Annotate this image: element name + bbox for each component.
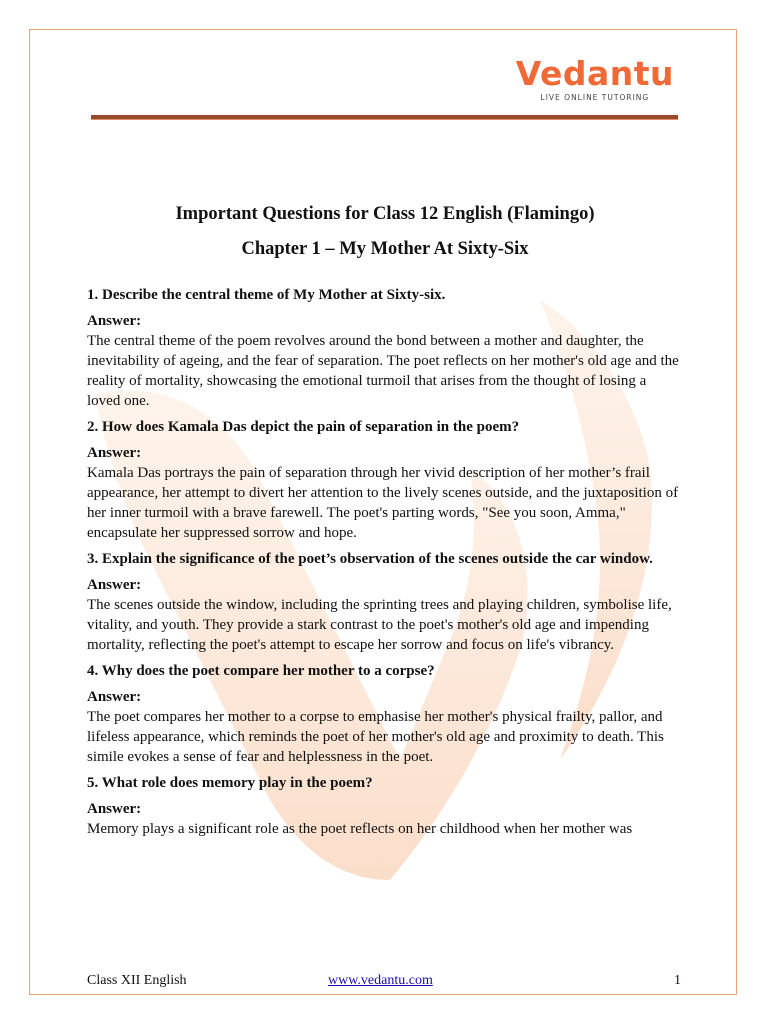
answer-label-5: Answer: [87, 801, 142, 817]
answer-3: The scenes outside the window, including the sprinting trees and playing children, symbolise life, vitality, and youth. They provide a stark contrast to the poet's mother's old age and impending mortality, reflecting the poet's attempt to escape her sorrow and focus on life's vibrancy. [87, 597, 672, 653]
chapter-title: Chapter 1 – My Mother At Sixty-Six [241, 239, 529, 259]
qa-item-4 [87, 661, 683, 767]
question-1: 1. Describe the central theme of My Mother at Sixty-six. [87, 287, 446, 303]
qa-item-1 [87, 285, 683, 411]
footer-class-label: Class XII English [87, 973, 187, 988]
document-title: Important Questions for Class 12 English (Flamingo) [175, 204, 595, 224]
question-4: 4. Why does the poet compare her mother to a corpse? [87, 663, 435, 679]
answer-4: The poet compares her mother to a corpse to emphasise her mother's physical frailty, pallor, and lifeless appearance, which reminds the poet of her mother's old age and proximity to death. This simile evokes a sense of fear and helplessness in the poet. [87, 709, 664, 765]
header-divider [91, 115, 678, 120]
answer-2: Kamala Das portrays the pain of separation through her vivid description of her mother’s frail appearance, her attempt to divert her attention to the lively scenes outside, and the juxtaposition of her inner turmoil with a brave farewell. The poet's parting words, "See you soon, Amma," encapsulate her suppressed sorrow and hope. [87, 465, 679, 541]
answer-label-4: Answer: [87, 689, 142, 705]
qa-item-5 [87, 773, 683, 839]
answer-1: The central theme of the poem revolves around the bond between a mother and daughter, the inevitability of ageing, and the fear of separation. The poet reflects on her mother's old age and the reality of mortality, showcasing the emotional turmoil that arises from the thought of losing a loved one. [87, 333, 679, 409]
qa-item-3 [87, 549, 683, 655]
logo-tagline: LIVE ONLINE TUTORING [540, 93, 650, 102]
answer-label-2: Answer: [87, 445, 142, 461]
logo-wordmark: Vedantu [515, 54, 674, 93]
document-body [87, 200, 683, 845]
answer-label-1: Answer: [87, 313, 142, 329]
footer-website-link[interactable]: www.vedantu.com [328, 973, 433, 988]
qa-item-2 [87, 417, 683, 543]
answer-label-3: Answer: [87, 577, 142, 593]
page-number: 1 [674, 973, 681, 988]
question-5: 5. What role does memory play in the poem? [87, 775, 373, 791]
vedantu-logo[interactable] [516, 56, 674, 102]
answer-5: Memory plays a significant role as the poet reflects on her childhood when her mother was [87, 821, 633, 837]
question-3: 3. Explain the significance of the poet’s observation of the scenes outside the car window. [87, 551, 653, 567]
question-2: 2. How does Kamala Das depict the pain of separation in the poem? [87, 419, 520, 435]
